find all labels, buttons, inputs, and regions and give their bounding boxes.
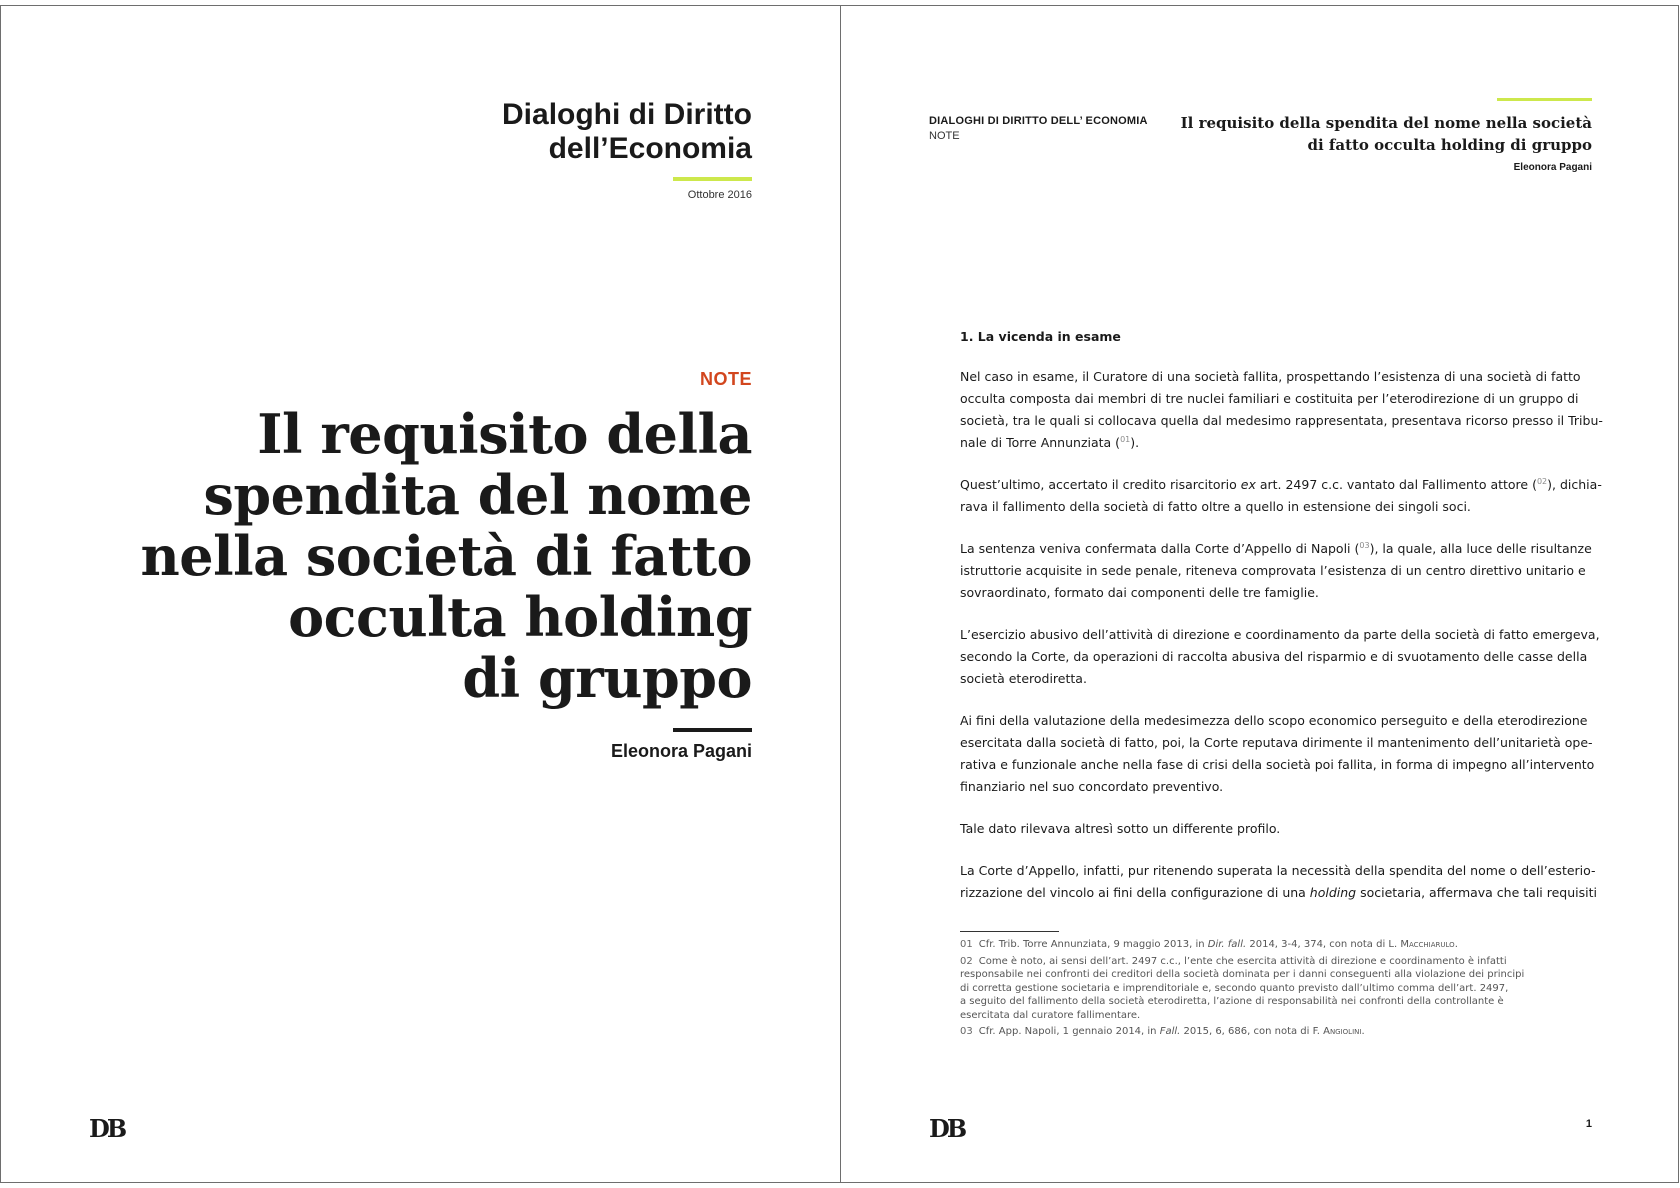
running-head-title-line: Il requisito della spendita del nome nella società xyxy=(1180,114,1592,132)
footnote-ref[interactable]: 02 xyxy=(1536,476,1548,486)
text-line: La Corte d’Appello, infatti, pur ritenendo superata la necessità della spendita del nome o dell’esterio- xyxy=(960,863,1596,878)
italic-run: Fall. xyxy=(1159,1026,1181,1037)
article-title-line: nella società di fatto xyxy=(140,524,752,588)
italic-run: ex xyxy=(1240,477,1256,492)
paragraph xyxy=(960,474,1602,518)
article-title-line: Il requisito della xyxy=(257,402,752,466)
italic-run: Dir. fall. xyxy=(1207,939,1247,950)
text-line: Tale dato rilevava altresì sotto un differente profilo. xyxy=(960,821,1281,836)
db-logo: DB xyxy=(929,1114,965,1143)
accent-bar xyxy=(1497,98,1592,101)
text-run: ), la quale, alla luce delle risultanze xyxy=(1369,541,1592,556)
text-line: rativa e funzionale anche nella fase di crisi della società poi fallita, in forma di impegno all’intervento xyxy=(960,757,1595,772)
footnote-ref[interactable]: 03 xyxy=(1359,540,1370,550)
issue-date: Ottobre 2016 xyxy=(687,189,752,201)
running-head-journal: DIALOGHI DI DIRITTO DELL’ ECONOMIA xyxy=(929,115,1148,127)
footnote-line: responsabile nei confronti dei creditori della società dominata per i danni conseguenti alla violazione dei principi xyxy=(960,969,1525,980)
text-line: sovraordinato, formato dai componenti delle tre famiglie. xyxy=(960,585,1319,600)
paragraph xyxy=(960,860,1597,904)
paragraph xyxy=(960,624,1600,690)
text-line: istruttorie acquisite in sede penale, riteneva comprovata l’esistenza di un centro direttivo unitario e xyxy=(960,563,1586,578)
footnote xyxy=(960,955,1561,1023)
document-spread xyxy=(0,5,1679,1183)
running-head-section: NOTE xyxy=(929,130,960,142)
text-line: rava il fallimento della società di fatto oltre a quello in estensione dei singoli soci. xyxy=(960,499,1471,514)
journal-title-line: dell’Economia xyxy=(548,132,752,165)
db-logo: DB xyxy=(89,1114,125,1143)
text-line: Nel caso in esame, il Curatore di una società fallita, prospettando l’esistenza di una società di fatto xyxy=(960,369,1581,384)
smallcaps-run: Angiolini xyxy=(1323,1026,1362,1037)
journal-title xyxy=(352,98,752,166)
body-text xyxy=(960,326,1603,904)
text-run: 2014, 3-4, 374, con nota di L. xyxy=(1246,939,1401,950)
footnote xyxy=(960,938,1561,952)
text-run: ). xyxy=(1130,435,1140,450)
text-line: L’esercizio abusivo dell’attività di direzione e coordinamento da parte della società di fatto emergeva, xyxy=(960,627,1600,642)
paragraph xyxy=(960,538,1592,604)
text-run: Quest’ultimo, accertato il credito risarcitorio xyxy=(960,477,1241,492)
text-line: secondo la Corte, da operazioni di raccolta abusiva del risparmio e di svuotamento delle casse della xyxy=(960,649,1588,664)
accent-bar xyxy=(673,177,752,181)
text-line xyxy=(960,474,1602,496)
text-line xyxy=(960,538,1592,560)
text-line: società, tra le quali si collocava quella dal medesimo rappresentata, presentava ricorso presso il Tribu- xyxy=(960,413,1603,428)
article-title-line: di gruppo xyxy=(462,646,752,710)
footnote-line: esercitata dal curatore fallimentare. xyxy=(960,1009,1141,1021)
section-label: NOTE xyxy=(699,369,752,389)
article-title-line: occulta holding xyxy=(288,585,752,649)
text-run: Come è noto, ai sensi dell’art. 2497 c.c., l’ente che esercita attività di direzione e coordinamento è infatti xyxy=(978,955,1507,967)
text-run: . xyxy=(1454,939,1458,950)
text-line: occulta composta dai membri di tre nuclei familiari e costituita per l’eterodirezione di un gruppo di xyxy=(960,391,1579,406)
text-line xyxy=(960,882,1597,904)
running-head-title-line: di fatto occulta holding di gruppo xyxy=(1307,136,1592,154)
text-run: nale di Torre Annunziata ( xyxy=(960,435,1121,450)
text-run: La sentenza veniva confermata dalla Corte d’Appello di Napoli ( xyxy=(960,541,1360,556)
footnote-line xyxy=(960,955,1561,969)
text-run: societaria, affermava che tali requisiti xyxy=(1356,885,1597,900)
smallcaps-run: Macchiarulo xyxy=(1400,939,1455,950)
section-heading: 1. La vicenda in esame xyxy=(960,329,1121,344)
italic-run: holding xyxy=(1309,885,1357,900)
text-line: Ai fini della valutazione della medesimezza dello scopo economico perseguito e della eterodirezione xyxy=(960,713,1588,728)
footnote xyxy=(960,1025,1561,1039)
running-head-author: Eleonora Pagani xyxy=(1513,162,1592,173)
text-line: finanziario nel suo concordato preventivo. xyxy=(960,779,1224,794)
author-name: Eleonora Pagani xyxy=(610,741,752,761)
footnote-number: 02 xyxy=(960,955,973,967)
paragraph xyxy=(960,366,1603,454)
footnote-line: di corretta gestione societaria e imprenditoriale e, secondo quanto previsto dall’ultimo comma dell’art. 2497, xyxy=(960,982,1509,994)
text-run: Cfr. Trib. Torre Annunziata, 9 maggio 2013, in xyxy=(978,939,1208,950)
cover-page xyxy=(1,6,841,1182)
article-title-line: spendita del nome xyxy=(203,463,752,527)
content-page xyxy=(841,6,1680,1182)
text-line xyxy=(960,432,1561,454)
footnote-number: 01 xyxy=(960,939,973,950)
text-run: Cfr. App. Napoli, 1 gennaio 2014, in xyxy=(978,1026,1160,1037)
text-run: ), dichia- xyxy=(1547,477,1602,492)
title-rule xyxy=(673,728,752,732)
footnotes xyxy=(960,938,1561,1042)
text-run: . xyxy=(1361,1026,1365,1037)
footnote-number: 03 xyxy=(960,1026,973,1037)
footnote-rule xyxy=(960,931,1059,932)
journal-title-line: Dialoghi di Diritto xyxy=(502,98,752,131)
text-run: art. 2497 c.c. vantato dal Fallimento attore ( xyxy=(1255,477,1537,492)
text-run: rizzazione del vincolo ai fini della configurazione di una xyxy=(960,885,1310,900)
running-head-title xyxy=(1172,112,1592,156)
footnote-ref[interactable]: 01 xyxy=(1120,434,1131,444)
text-line: esercitata dalla società di fatto, poi, la Corte reputava dirimente il mantenimento dell’unitarietà ope- xyxy=(960,735,1593,750)
article-title xyxy=(132,404,752,709)
page-number: 1 xyxy=(1585,1118,1592,1130)
text-line: società eterodiretta. xyxy=(960,671,1087,686)
text-run: 2015, 6, 686, con nota di F. xyxy=(1180,1026,1324,1037)
footnote-line: a seguito del fallimento della società eterodiretta, l’azione di responsabilità nei confronti della controllante è xyxy=(960,996,1504,1007)
paragraph xyxy=(960,818,1561,840)
paragraph xyxy=(960,710,1595,798)
